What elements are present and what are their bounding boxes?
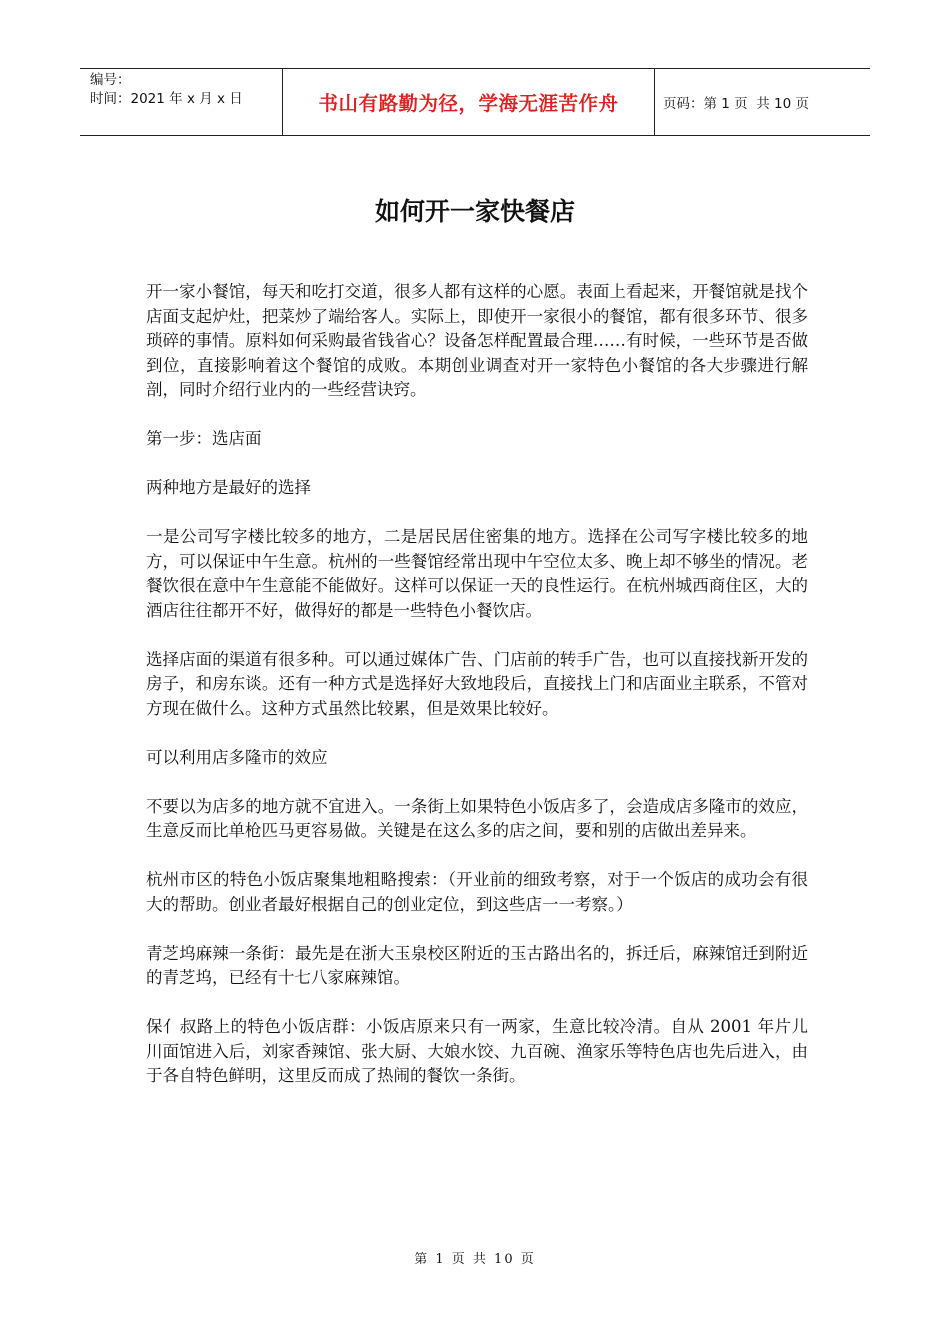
paragraph-channels: 选择店面的渠道有很多种。可以通过媒体广告、门店前的转手广告，也可以直接找新开发的房子，和房东谈。还有一种方式是选择好大致地段后，直接找上门和店面业主联系，不管对方现在做什么。这种方式虽然比较累，但是效果比较好。: [146, 649, 808, 718]
page-footer: 第 1 页 共 10 页: [414, 1252, 536, 1267]
header-meta: [80, 69, 282, 135]
document-title: 如何开一家快餐店: [374, 197, 575, 226]
paragraph-qingzhiwu: 青芝坞麻辣一条街：最先是在浙大玉泉校区附近的玉古路出名的，拆迁后，麻辣馆迁到附近的青芝坞，已经有十七八家麻辣馆。: [146, 943, 808, 987]
subheading-cluster-effect: 可以利用店多隆市的效应: [146, 747, 328, 767]
paragraph-hangzhou-survey: 杭州市区的特色小饭店聚集地粗略搜索：（开业前的细致考察，对于一个饭店的成功会有很大的帮助。创业者最好根据自己的创业定位，到这些店一一考察。）: [146, 870, 808, 914]
paragraph-cluster-effect: 不要以为店多的地方就不宜进入。一条街上如果特色小饭店多了，会造成店多隆市的效应，生意反而比单枪匹马更容易做。关键是在这么多的店之间，要和别的店做出差异来。: [146, 796, 808, 840]
subheading-two-locations: 两种地方是最好的选择: [146, 478, 311, 497]
document-header: [80, 68, 870, 136]
section-heading-step-1: 第一步：选店面: [146, 429, 262, 448]
document-number-label: 编号：: [90, 72, 131, 88]
header-motto-cell: [282, 69, 655, 135]
paragraph-locations: 一是公司写字楼比较多的地方，二是居民居住密集的地方。选择在公司写字楼比较多的地方，可以保证中午生意。杭州的一些餐馆经常出现中午空位太多、晚上却不够坐的情况。老餐饮很在意中午生意能不能做好。这样可以保证一天的良性运行。在杭州城西商住区，大的酒店往往都开不好，做得好的都是一些特色小餐饮店。: [146, 527, 808, 620]
document-date: 时间：2021 年 x 月 x 日: [90, 91, 243, 107]
document-body: [146, 280, 808, 1113]
paragraph-baoshu-road: 保亻叔路上的特色小饭店群：小饭店原来只有一两家，生意比较冷清。自从 2001 年片儿川面馆进入后，刘家香辣馆、张大厨、大娘水饺、九百碗、渔家乐等特色店也先后进入，由于各自特色鲜明，这里反而成了热闹的餐饮一条街。: [146, 1017, 808, 1085]
header-motto: 书山有路勤为径，学海无涯苦作舟: [318, 92, 619, 115]
header-page-info: 页码：第 1 页 共 10 页: [663, 96, 810, 112]
paragraph-intro: 开一家小餐馆，每天和吃打交道，很多人都有这样的心愿。表面上看起来，开餐馆就是找个店面支起炉灶，把菜炒了端给客人。实际上，即使开一家很小的餐馆，都有很多环节、很多琐碎的事情。原料如何采购最省钱省心？设备怎样配置最合理……有时候，一些环节是否做到位，直接影响着这个餐馆的成败。本期创业调查对开一家特色小餐馆的各大步骤进行解剖，同时介绍行业内的一些经营诀窍。: [146, 282, 808, 399]
